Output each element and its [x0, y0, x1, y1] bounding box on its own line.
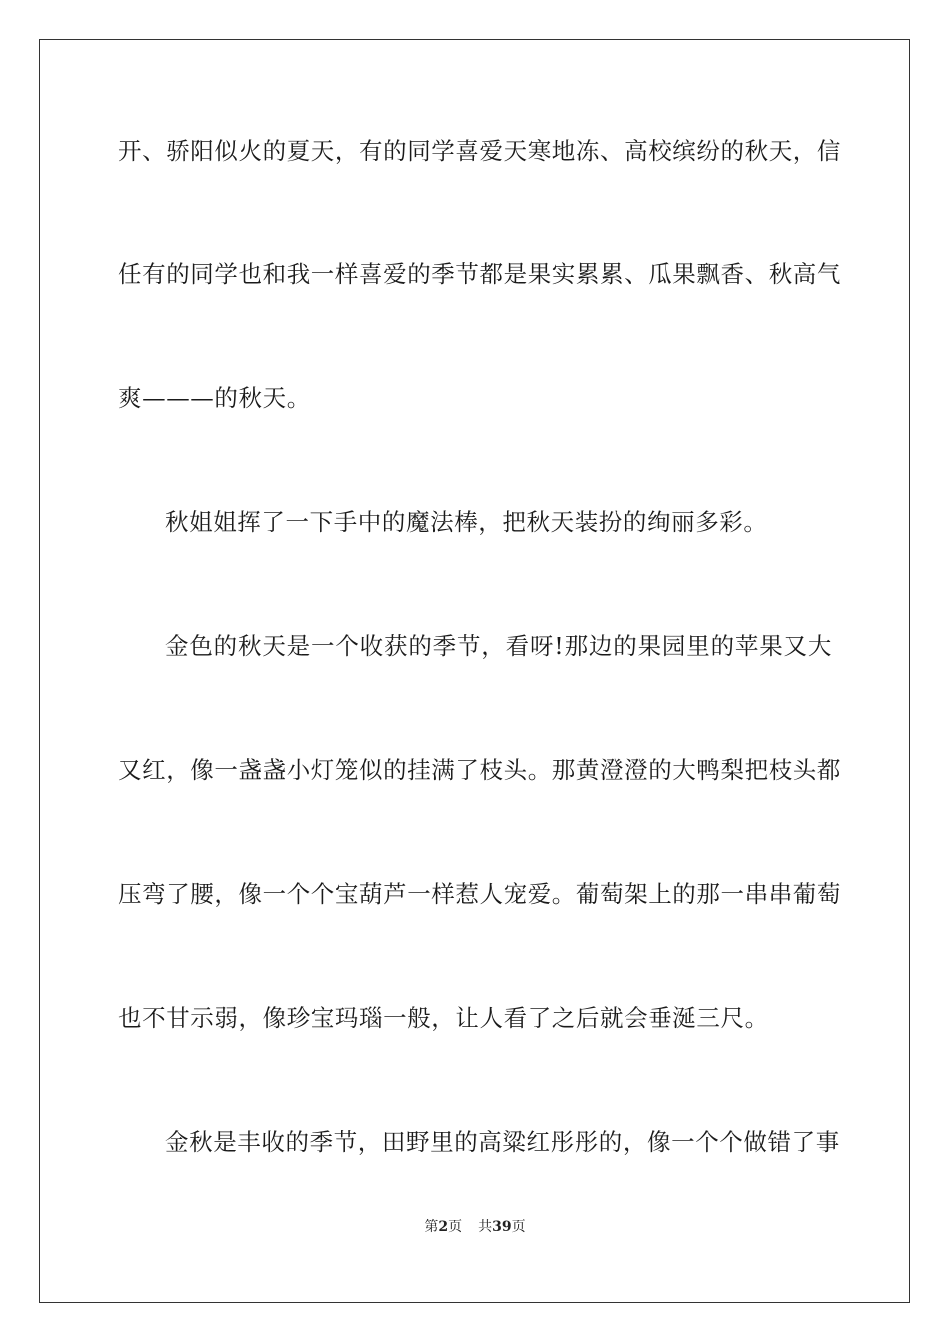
text-line: 压弯了腰，像一个个宝葫芦一样惹人宠爱。葡萄架上的那一串串葡萄 — [118, 880, 841, 908]
page-border — [39, 39, 910, 1303]
total-suffix: 页 — [511, 1219, 526, 1235]
paragraph-first-line: 金秋是丰收的季节，田野里的高粱红彤彤的，像一个个做错了事 — [165, 1128, 840, 1156]
total-prefix: 共 — [478, 1219, 493, 1235]
text-line: 又红，像一盏盏小灯笼似的挂满了枝头。那黄澄澄的大鸭梨把枝头都 — [118, 756, 841, 784]
text-line: 任有的同学也和我一样喜爱的季节都是果实累累、瓜果飘香、秋高气 — [118, 260, 841, 288]
page-footer — [0, 1218, 950, 1236]
current-page-number: 2 — [438, 1219, 449, 1235]
page-prefix: 第 — [424, 1219, 439, 1235]
text-line: 也不甘示弱，像珍宝玛瑙一般，让人看了之后就会垂涎三尺。 — [118, 1004, 769, 1032]
page-suffix: 页 — [448, 1219, 463, 1235]
paragraph-first-line: 秋姐姐挥了一下手中的魔法棒，把秋天装扮的绚丽多彩。 — [165, 508, 768, 536]
total-page-count: 39 — [492, 1219, 512, 1235]
paragraph-first-line: 金色的秋天是一个收获的季节，看呀!那边的果园里的苹果又大 — [165, 632, 832, 660]
text-line: 爽———的秋天。 — [118, 384, 311, 412]
text-line: 开、骄阳似火的夏天，有的同学喜爱天寒地冻、高校缤纷的秋天，信 — [118, 137, 841, 165]
